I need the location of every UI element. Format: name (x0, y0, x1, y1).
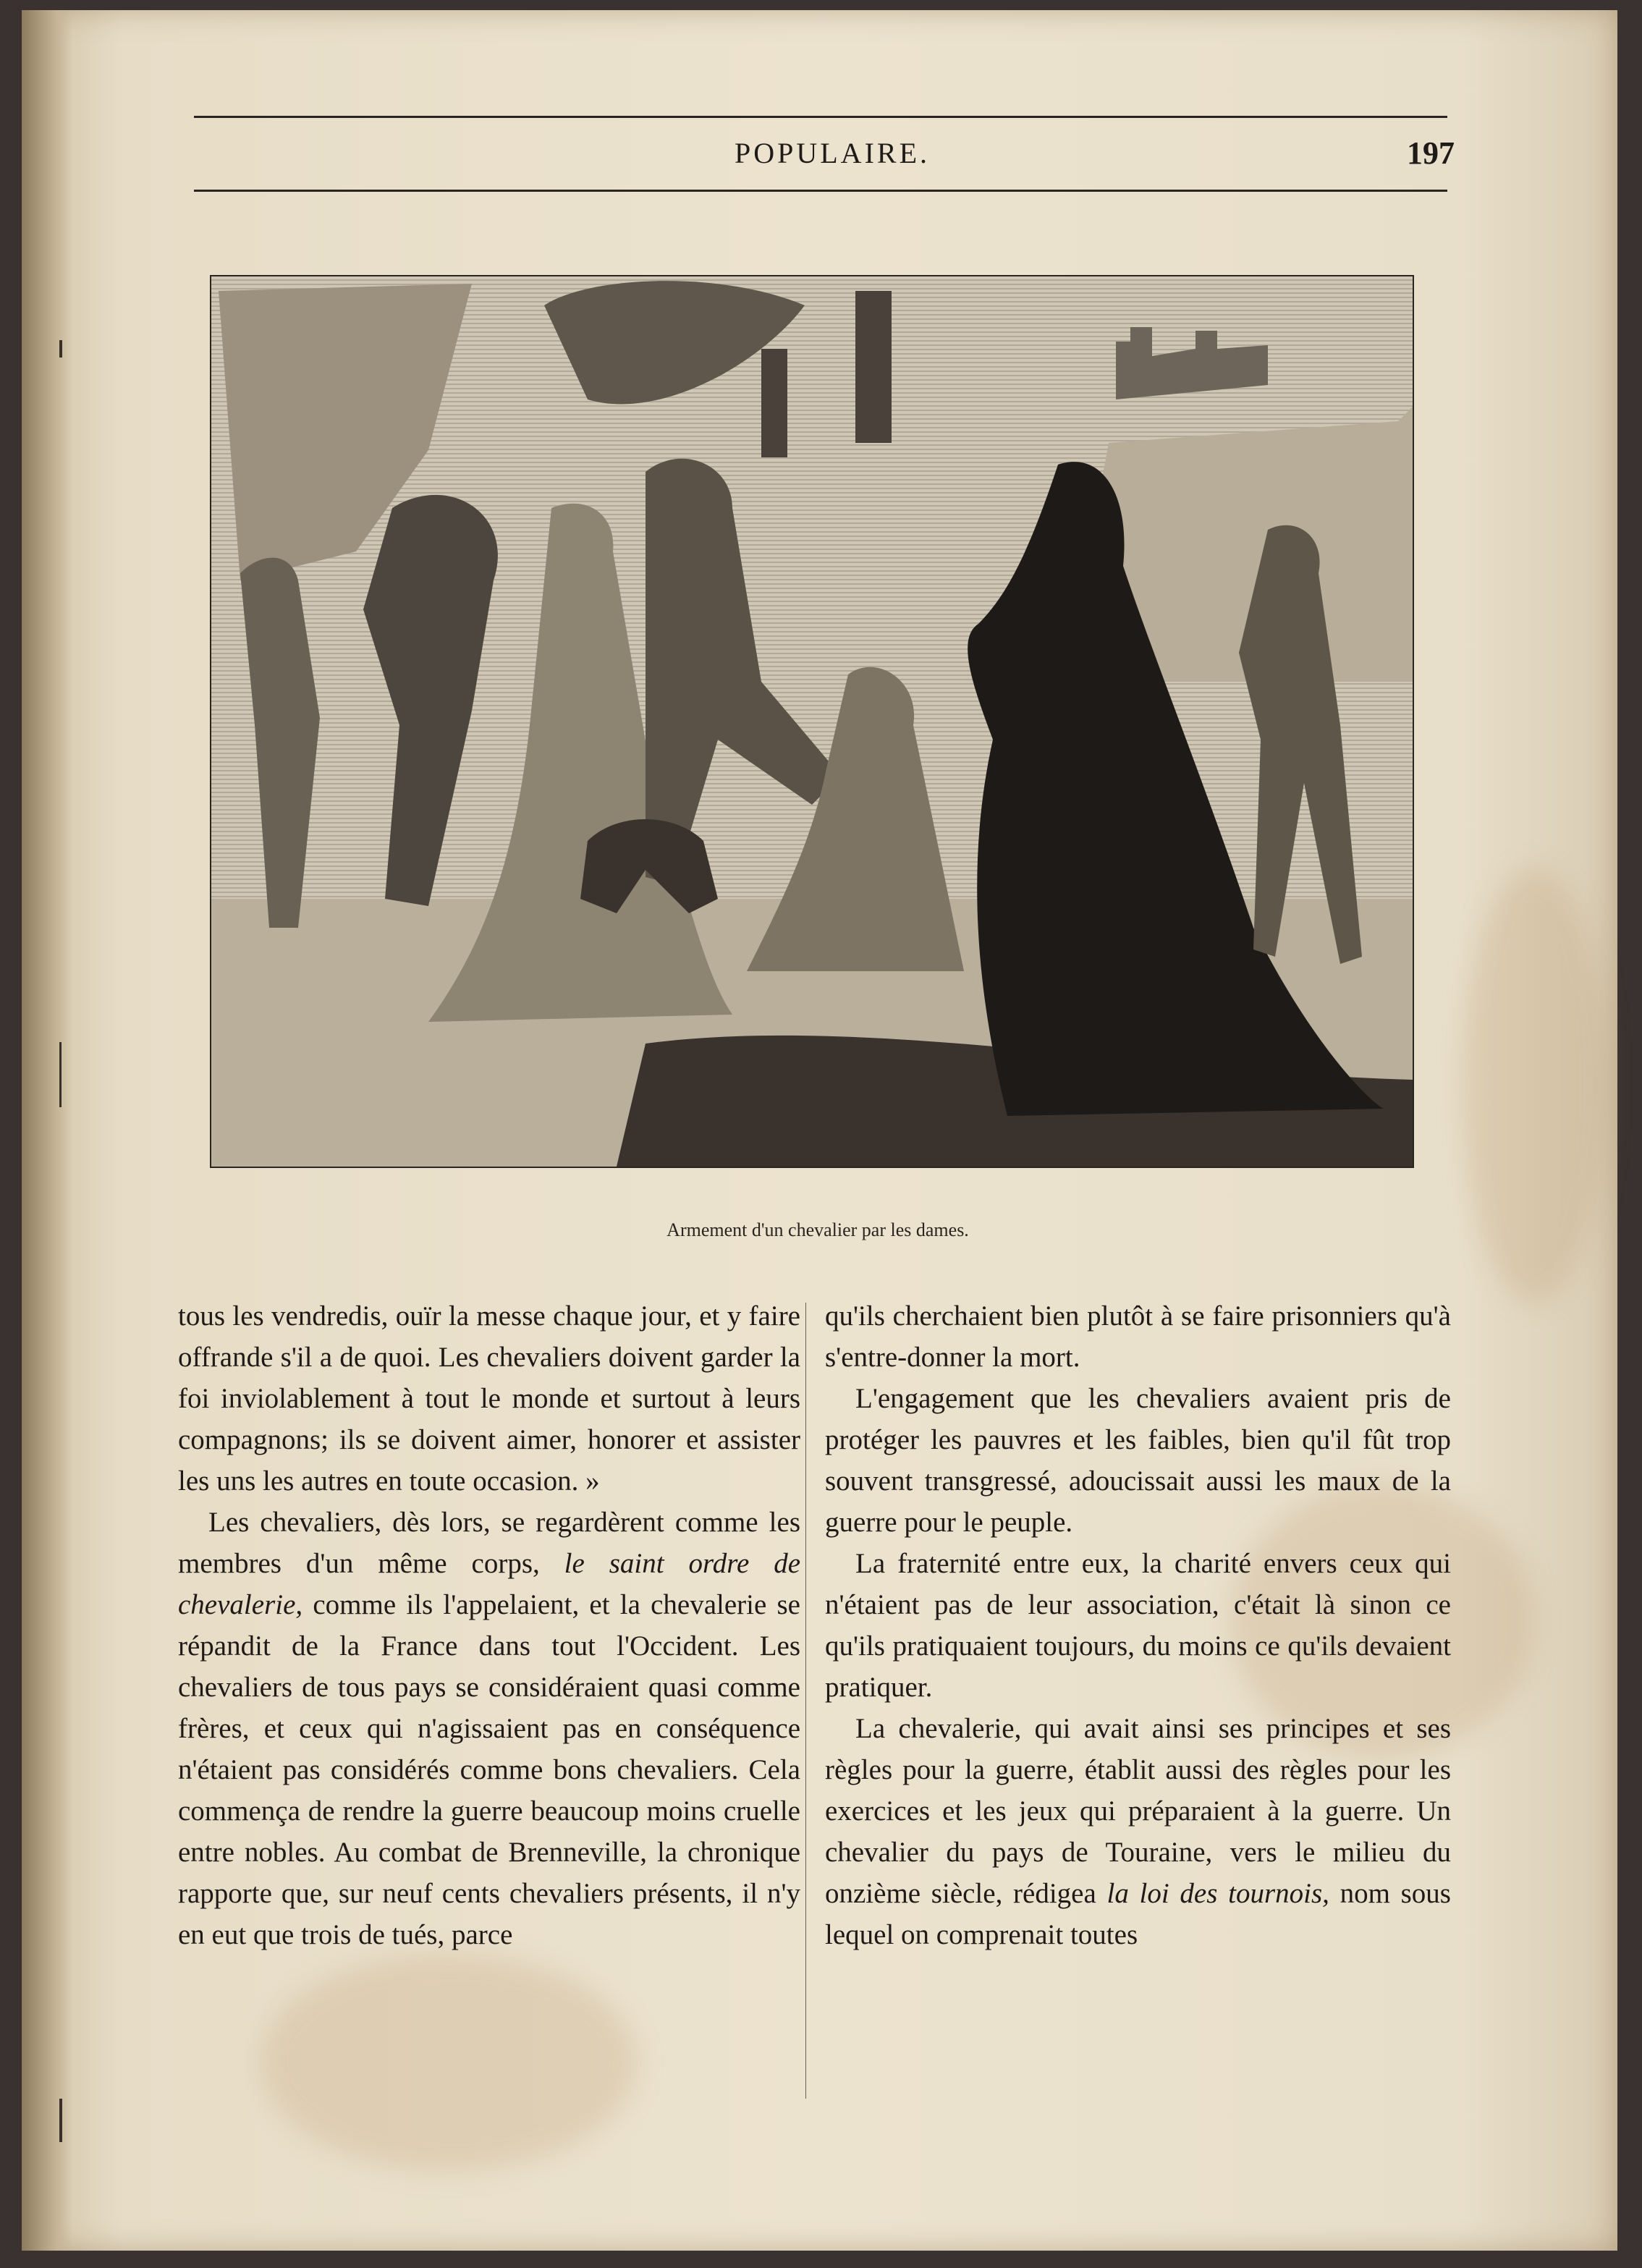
margin-mark (59, 340, 62, 357)
paragraph: La fraternité entre eux, la charité envers ceux qui n'étaient pas de leur association, c'était là sinon ce qu'ils pratiquaient toujours, du moins ce qu'ils devaient pratiquer. (825, 1548, 1451, 1703)
paragraph (825, 1708, 1451, 1955)
book-spine-shadow (22, 10, 72, 2251)
squire-figure (240, 558, 320, 928)
italic-text: la loi des tournois, (1106, 1878, 1329, 1909)
text-column-left (178, 1295, 800, 1955)
banner-shape (761, 349, 787, 457)
margin-mark (59, 2099, 62, 2142)
horse-figure (363, 495, 498, 906)
paragraph (178, 1502, 800, 1955)
column-divider (805, 1303, 806, 2099)
text-run: comme ils l'appelaient, et la chevalerie se répandit de la France dans tout l'Occident. Les chevaliers de tous pays se considéraient quasi comme frères, et ceux qui n'agissaient pas en conséquence n'étaient pas considérés comme bons chevaliers. Cela commença de rendre la guerre beaucoup moins cruelle entre nobles. Au combat de Brenneville, la chronique rapporte que, sur neuf cents chevaliers présents, il n'y en eut que trois de tués, parce (178, 1589, 800, 1950)
text-run: Les chevaliers, dès lors, se regardèrent comme les membres d'un même corps, (178, 1507, 800, 1579)
figure-caption: Armement d'un chevalier par les dames. (666, 1219, 969, 1240)
engraving-drawing (211, 276, 1413, 1167)
text-run: La chevalerie, qui avait ainsi ses principes et ses règles pour la guerre, établit aussi des règles pour les exercices et les jeux qui préparaient à la guerre. Un chevalier du pays de Touraine, vers le milieu du onzième siècle, rédigea (825, 1713, 1451, 1909)
running-head: POPULAIRE. (734, 137, 931, 169)
paper-stain (261, 1954, 637, 2171)
paper-stain (1462, 868, 1607, 1303)
paragraph: L'engagement que les chevaliers avaient pris de protéger les pauvres et les faibles, bien qu'il fût trop souvent transgressé, adoucissait aussi les maux de la guerre pour le peuple. (825, 1383, 1451, 1538)
header-rule-bottom (194, 190, 1447, 192)
paragraph: tous les vendredis, ouïr la messe chaque jour, et y faire offrande s'il a de quoi. Les chevaliers doivent garder la foi inviolablement à tout le monde et surtout à leurs compagnons; ils se doivent aimer, honorer et assister les uns les autres en toute occasion. » (178, 1300, 800, 1497)
castle-shape (1116, 327, 1268, 399)
header-rule-top (194, 116, 1447, 118)
text-column-right (825, 1295, 1451, 1955)
text-run: nom sous lequel on comprenait toutes (825, 1878, 1451, 1950)
margin-mark (59, 1042, 62, 1107)
banner-shape (855, 291, 892, 443)
knight-figure (646, 459, 841, 884)
engraving-illustration (210, 275, 1414, 1168)
italic-text: le saint ordre de chevalerie, (178, 1548, 800, 1620)
page-number: 197 (1407, 135, 1455, 171)
paragraph: qu'ils cherchaient bien plutôt à se faire prisonniers qu'à s'entre-donner la mort. (825, 1300, 1451, 1373)
